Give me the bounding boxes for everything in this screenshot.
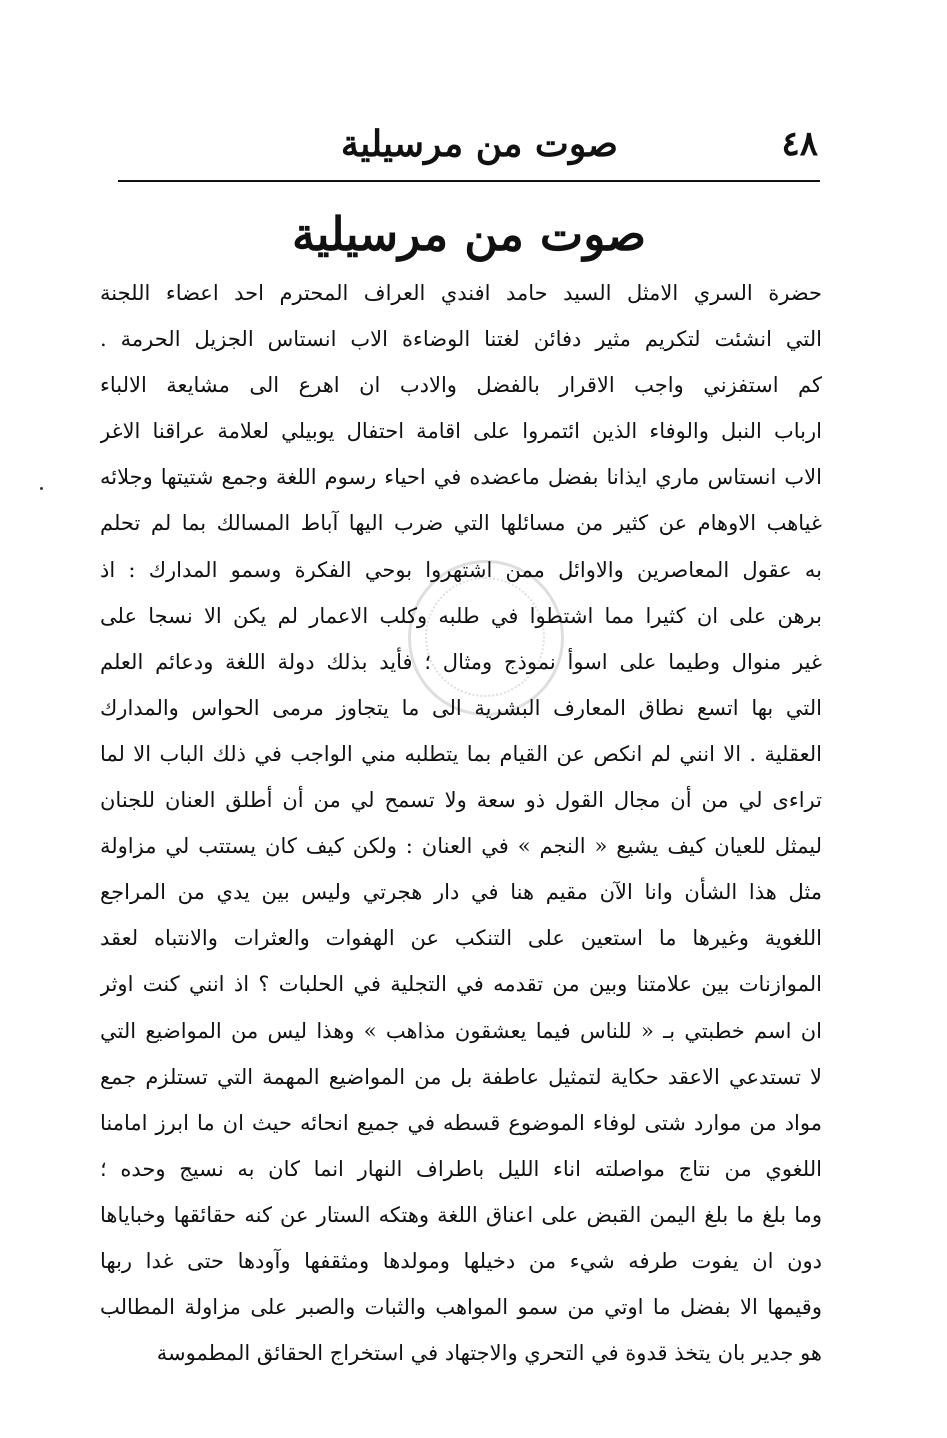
text-line: تراءى لي من أن مجال القول ذو سعة ولا تسمح لي من أن أطلق العنان للجنان <box>100 788 822 813</box>
text-line: وما بلغ ما بلغ اليمن القبض على اعناق اللغة وهتكه الستار عن كنه حقائقها وخباياها <box>100 1202 822 1227</box>
header-rule <box>118 180 820 182</box>
text-line: به عقول المعاصرين والاوائل ممن اشتهروا بوحي الفكرة وسمو المدارك : اذ <box>100 557 822 582</box>
text-line: برهن على ان كثيرا مما اشتطوا في طلبه وكلب الاعمار لم يكن الا نسجا على <box>100 603 822 628</box>
text-line: دون ان يفوت طرفه شيء من دخيلها ومولدها ومثقفها وآودها حتى غدا ربها <box>100 1248 822 1273</box>
text-line: هو جدير بان يتخذ قدوة في التحري والاجتهاد في استخراج الحقائق المطموسة <box>156 1341 822 1366</box>
page-number: ٤٨ <box>781 124 818 164</box>
text-line: التي انشئت لتكريم مثير دفائن لغتنا الوضاءة الاب انستاس الجزيل الحرمة . <box>100 327 822 352</box>
ink-speck <box>40 487 43 490</box>
text-line: حضرة السري الامثل السيد حامد افندي العراف المحترم احد اعضاء اللجنة <box>100 281 822 305</box>
text-line: مواد من موارد شتى لوفاء الموضوع قسطه في جميع انحائه حيث ان ما ابرز امامنا <box>100 1110 822 1135</box>
text-line: التي بها اتسع نطاق المعارف البشرية الى ما يتجاوز مرمى الحواس والمدارك <box>100 695 822 720</box>
text-line: غياهب الاوهام عن كثير من مسائلها التي ضرب اليها آباط المسالك بما لم تحلم <box>100 511 822 536</box>
text-line: ارباب النبل والوفاء الذين ائتمروا على اقامة احتفال يوبيلي لعلامة عراقنا الاغر <box>100 419 822 444</box>
text-line: الموازنات بين علامتنا وبين من تقدمه في التجلية في الحلبات ؟ اذ انني كنت اوثر <box>100 972 822 997</box>
text-line: مثل هذا الشأن وانا الآن مقيم هنا في دار هجرتي وليس بين يدي من المراجع <box>100 880 822 905</box>
text-line: لا تستدعي الاعقد حكاية لتمثيل عاطفة بل من المواضيع المهمة التي تستلزم جمع <box>100 1064 822 1089</box>
text-line: ليمثل للعيان كيف يشيع « النجم » في العنان : ولكن كيف كان يستتب لي مزاولة <box>100 834 822 859</box>
text-line: وقيمها الا بفضل ما اوتي من سمو المواهب والثبات والصبر على مزاولة المطالب <box>100 1295 822 1320</box>
text-line: ان اسم خطبتي بـ « للناس فيما يعشقون مذاهب » وهذا ليس من المواضيع التي <box>100 1018 822 1043</box>
text-line: كم استفزني واجب الاقرار بالفضل والادب ان اهرع الى مشايعة الالباء <box>100 373 822 398</box>
running-header <box>118 116 818 176</box>
running-title: صوت من مرسيلية <box>340 123 618 165</box>
text-line: غير منوال وطيما على اسوأ نموذج ومثال ؛ فأيد بذلك دولة اللغة ودعائم العلم <box>100 649 822 674</box>
text-line: الاب انستاس ماري ايذانا بفضل ماعضده في احياء رسوم اللغة وجمع شتيتها وجلائه <box>100 465 822 490</box>
text-line: اللغوية وغيرها ما استعين على التنكب عن الهفوات والعثرات والانتباه لعقد <box>100 926 822 951</box>
text-line: العقلية . الا انني لم انكص عن القيام بما يتطلبه مني الواجب في ذلك الباب الا لما <box>100 741 822 766</box>
article-body <box>100 270 822 1376</box>
article-title: صوت من مرسيلية <box>291 207 647 261</box>
text-line: اللغوي من نتاج مواصلته اناء الليل باطراف النهار انما كان به نسيج وحده ؛ <box>100 1156 822 1181</box>
